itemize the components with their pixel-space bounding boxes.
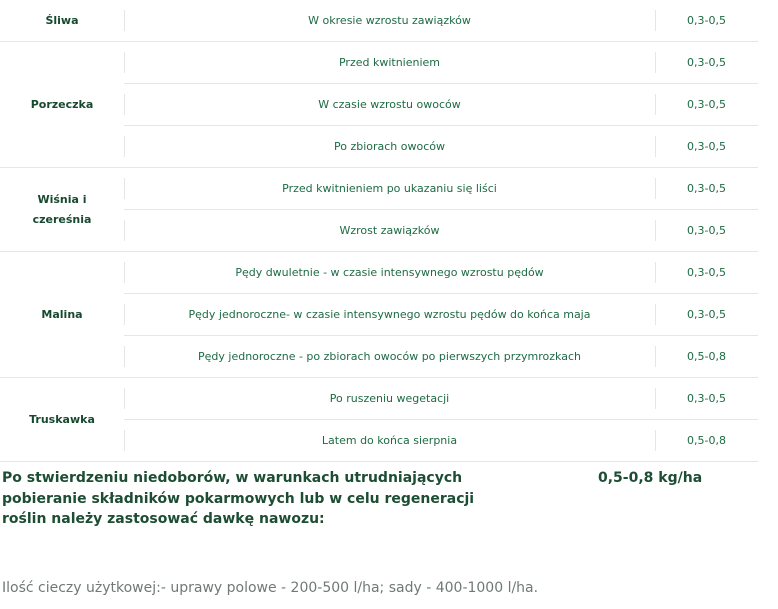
application-term: W okresie wzrostu zawiązków	[124, 0, 655, 41]
table-row	[124, 0, 758, 41]
table-row	[124, 378, 758, 419]
plant-name: Truskawka	[29, 412, 95, 426]
dose-value: 0,3-0,5	[655, 252, 758, 293]
plant-name: Wiśnia i czereśnia	[32, 192, 92, 226]
plant-name: Malina	[41, 307, 83, 321]
table-row	[124, 335, 758, 377]
application-term: Pędy jednoroczne- w czasie intensywnego wzrostu pędów do końca maja	[124, 294, 655, 335]
table-group-truskawka	[0, 378, 758, 462]
dose-value: 0,3-0,5	[655, 0, 758, 41]
dose-value: 0,3-0,5	[655, 126, 758, 167]
dose-value: 0,3-0,5	[655, 210, 758, 251]
group-rows	[124, 378, 758, 461]
group-rows	[124, 168, 758, 251]
application-term: Po ruszeniu wegetacji	[124, 378, 655, 419]
table-group-wisnia	[0, 168, 758, 252]
table-group-sliwa	[0, 0, 758, 42]
application-term: Pędy jednoroczne - po zbiorach owoców po pierwszych przymrozkach	[124, 336, 655, 377]
application-term: Przed kwitnieniem	[124, 42, 655, 83]
table-row	[124, 419, 758, 461]
table-group-malina	[0, 252, 758, 378]
plant-name: Śliwa	[45, 13, 79, 27]
deficiency-dose: 0,5-0,8 kg/ha	[598, 470, 703, 486]
table-group-porzeczka	[0, 42, 758, 168]
application-term: Pędy dwuletnie - w czasie intensywnego wzrostu pędów	[124, 252, 655, 293]
dose-value: 0,3-0,5	[655, 84, 758, 125]
application-term: Po zbiorach owoców	[124, 126, 655, 167]
dose-value: 0,3-0,5	[655, 168, 758, 209]
dose-value: 0,3-0,5	[655, 378, 758, 419]
dose-value: 0,5-0,8	[655, 336, 758, 377]
table-row	[124, 293, 758, 335]
dose-value: 0,3-0,5	[655, 294, 758, 335]
group-rows	[124, 252, 758, 377]
application-term: W czasie wzrostu owoców	[124, 84, 655, 125]
table-row	[124, 209, 758, 251]
spray-volume-info: Ilość cieczy użytkowej:- uprawy polowe - 200-500 l/ha; sady - 400-1000 l/ha.	[2, 580, 539, 596]
table-row	[124, 252, 758, 293]
application-term: Wzrost zawiązków	[124, 210, 655, 251]
dose-value: 0,3-0,5	[655, 42, 758, 83]
group-rows	[124, 0, 758, 41]
dose-value: 0,5-0,8	[655, 420, 758, 461]
table-row	[124, 125, 758, 167]
application-term: Latem do końca sierpnia	[124, 420, 655, 461]
table-row	[124, 168, 758, 209]
table-row	[124, 83, 758, 125]
group-rows	[124, 42, 758, 167]
plant-name: Porzeczka	[30, 97, 94, 111]
deficiency-note: Po stwierdzeniu niedoborów, w warunkach utrudniających pobieranie składników pokarmowych lub w celu regeneracji roślin należy zastosować dawkę nawozu:	[2, 470, 475, 527]
table-row	[124, 42, 758, 83]
application-term: Przed kwitnieniem po ukazaniu się liści	[124, 168, 655, 209]
